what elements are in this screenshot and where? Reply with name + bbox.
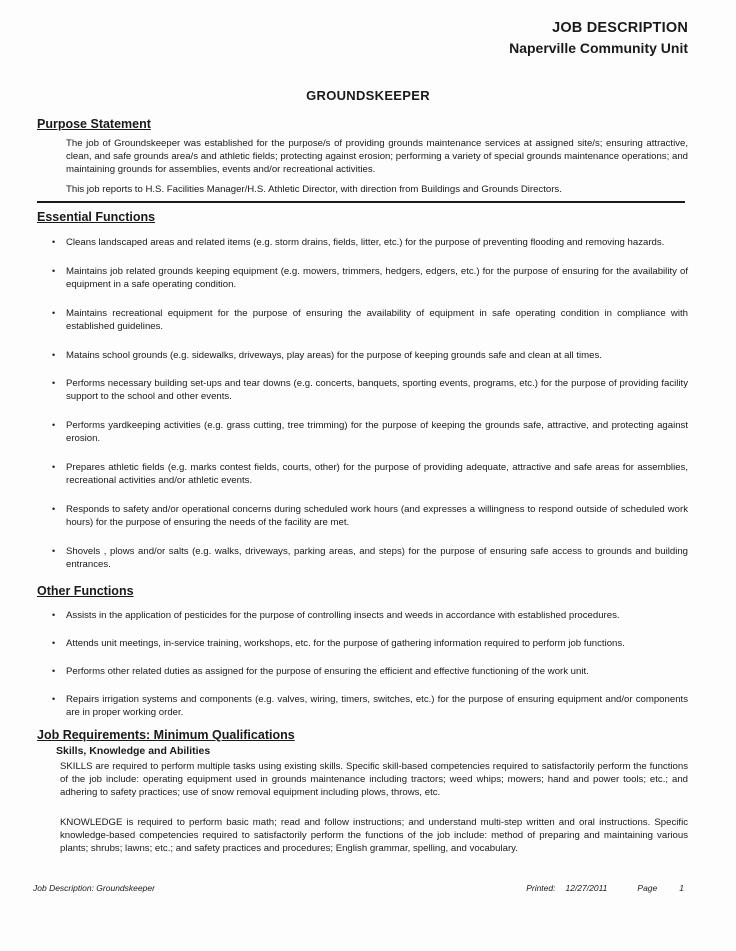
list-item: • Performs necessary building set-ups and tear downs (e.g. concerts, banquets, sporting events, programs, etc.) for the purpose of providing facility support to the school and other events. [48, 377, 688, 403]
list-item: • Attends unit meetings, in-service training, workshops, etc. for the purpose of gathering information required to perform job functions. [48, 637, 688, 650]
footer-printed-date: 12/27/2011 [565, 883, 608, 893]
job-requirements-heading: Job Requirements: Minimum Qualifications [37, 728, 295, 742]
knowledge-paragraph: KNOWLEDGE is required to perform basic math; read and follow instructions; and understand multi-step written and oral instructions. Specific knowledge-based competencies required to satisfactorily perform the functions of the job include: method of preparing and maintaining various plants; shrubs; lawns; etc.; and safety practices and procedures; English grammar, spelling, and vocabulary. [60, 817, 688, 854]
list-item: • Performs other related duties as assigned for the purpose of ensuring the efficient and effective functioning of the work unit. [48, 665, 688, 678]
list-item: • Shovels , plows and/or salts (e.g. walks, driveways, parking areas, and steps) for the purpose of ensuring safe access to grounds and building entrances. [48, 545, 688, 571]
footer-printed-label: Printed: [526, 883, 556, 893]
essential-functions-heading: Essential Functions [37, 210, 156, 224]
footer-page-number: 1 [679, 883, 684, 893]
list-item: • Repairs irrigation systems and components (e.g. valves, wiring, timers, switches, etc.) for the purpose of ensuring equipment and/or components are in proper working order. [48, 693, 688, 719]
list-item: • Performs yardkeeping activities (e.g. grass cutting, tree trimming) for the purpose of keeping the grounds safe, attractive, and protecting against erosion. [48, 419, 688, 445]
job-title: GROUNDSKEEPER [306, 88, 430, 103]
skills-knowledge-subheading: Skills, Knowledge and Abilities [56, 745, 211, 757]
list-item: • Maintains recreational equipment for the purpose of ensuring the availability of equipment in safe operating condition in compliance with established guidelines. [48, 307, 688, 333]
other-functions-heading: Other Functions [37, 584, 134, 598]
reports-to-paragraph: This job reports to H.S. Facilities Manager/H.S. Athletic Director, with direction from Buildings and Grounds Directors. [66, 184, 562, 195]
essential-functions-list [48, 236, 688, 571]
document-header [509, 20, 688, 56]
footer-print-info [526, 883, 684, 893]
footer-document-name: Job Description: Groundskeeper [33, 883, 155, 893]
header-title: JOB DESCRIPTION [552, 20, 688, 36]
list-item: • Assists in the application of pesticides for the purpose of controlling insects and weeds in accordance with established procedures. [48, 609, 688, 622]
purpose-paragraph: The job of Groundskeeper was established for the purpose/s of providing grounds maintenance services at assigned site/s; ensuring attractive, clean, and safe grounds area/s and athletic fields; protecting against erosion; performing a variety of special grounds maintenance operations; and maintaining grounds for assemblies, events and/or recreational activities. [66, 138, 688, 175]
purpose-heading: Purpose Statement [37, 117, 151, 131]
list-item: • Cleans landscaped areas and related items (e.g. storm drains, fields, litter, etc.) for the purpose of preventing flooding and removing hazards. [48, 236, 688, 249]
list-item: • Responds to safety and/or operational concerns during scheduled work hours (and expresses a willingness to respond outside of scheduled work hours) for the purpose of ensuring the needs of the facility are met. [48, 503, 688, 529]
footer-page-label: Page [637, 883, 658, 893]
list-item: • Matains school grounds (e.g. sidewalks, driveways, play areas) for the purpose of keeping grounds safe and clean at all times. [48, 349, 688, 362]
list-item: • Prepares athletic fields (e.g. marks contest fields, courts, other) for the purpose of providing adequate, attractive and safe areas for assemblies, recreational activities and/or athletic events. [48, 461, 688, 487]
header-organization: Naperville Community Unit [509, 40, 688, 56]
other-functions-list [48, 609, 688, 719]
section-divider [37, 201, 685, 203]
skills-paragraph: SKILLS are required to perform multiple tasks using existing skills. Specific skill-based competencies required to satisfactorily perform the functions of the job include: operating equipment used in grounds maintenance including tractors; weed whips; mowers; hand and power tools; etc.; and adhering to safety practices; use of snow removal equipment including plows, throws, etc. [60, 761, 688, 798]
list-item: • Maintains job related grounds keeping equipment (e.g. mowers, trimmers, hedgers, edgers, etc.) for the purpose of ensuring for the availability of equipment in a safe operating condition. [48, 265, 688, 291]
